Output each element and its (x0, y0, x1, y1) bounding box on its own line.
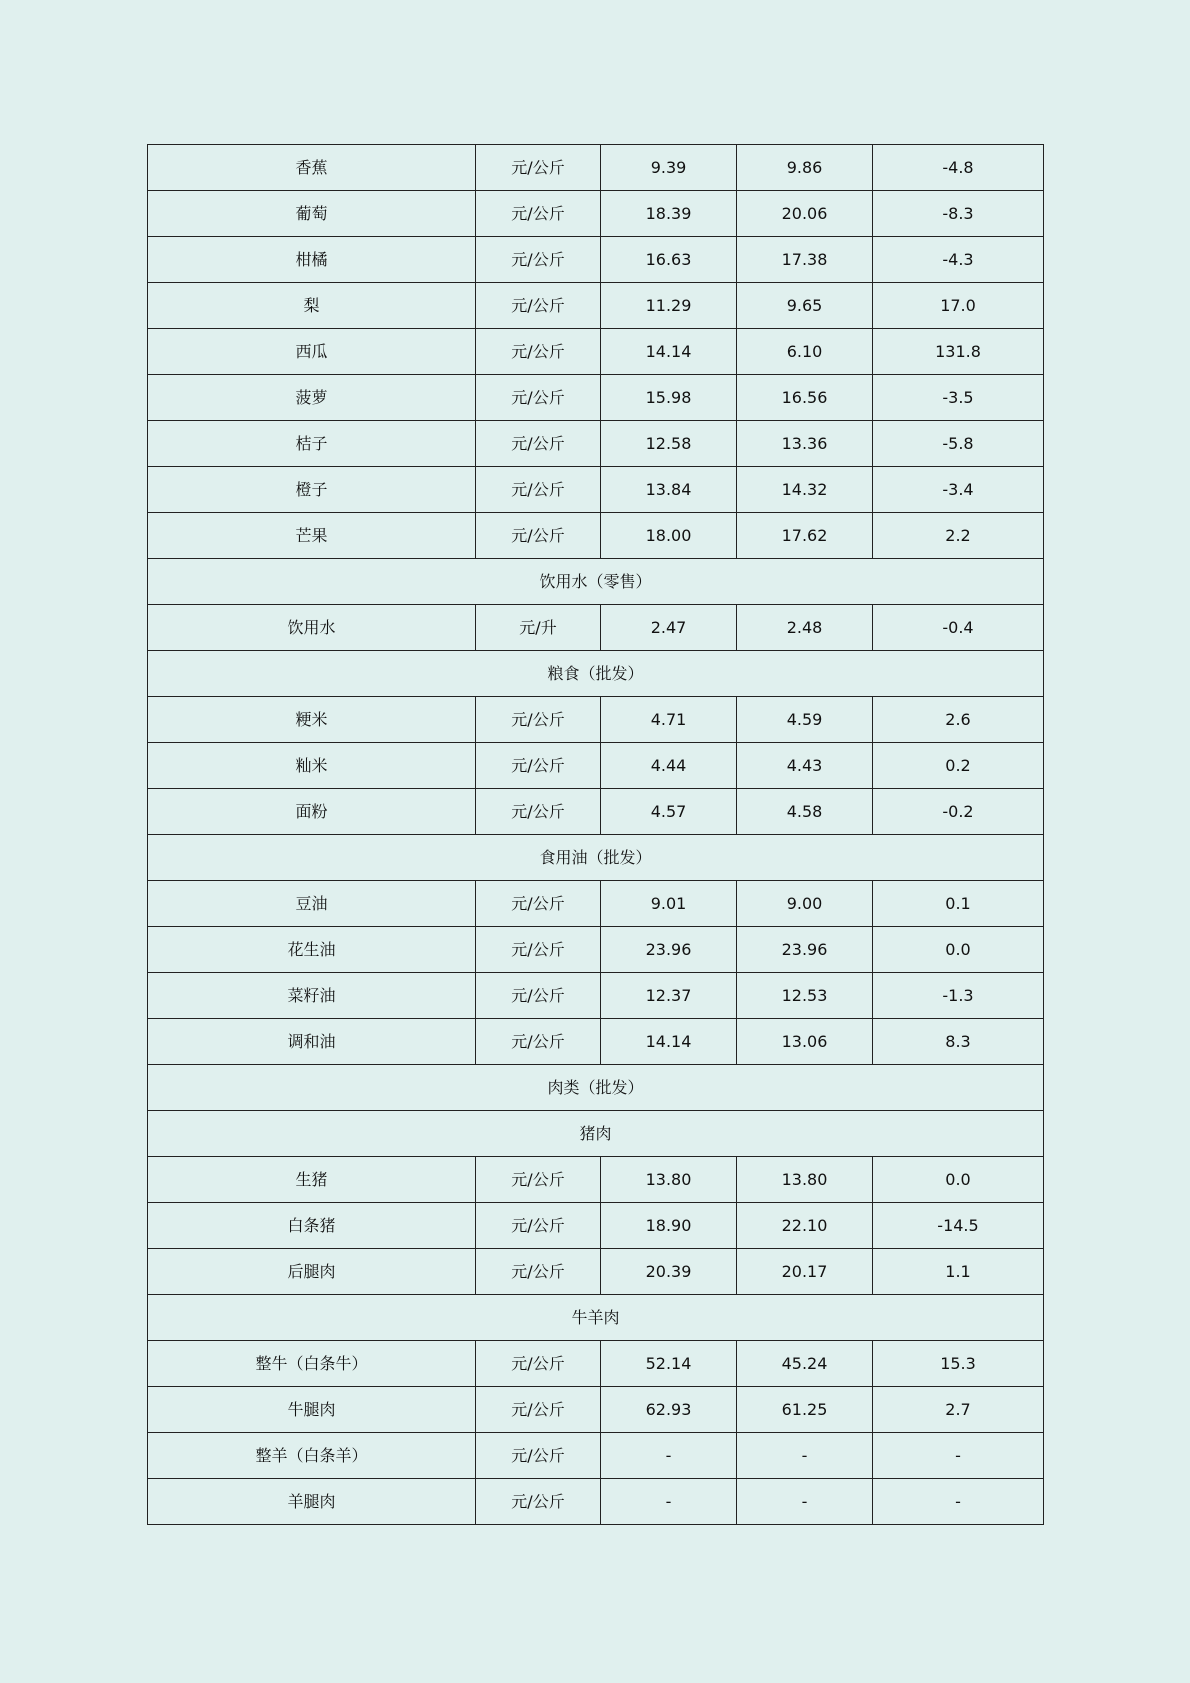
item-name-cell: 橙子 (148, 467, 476, 513)
table-body (148, 145, 1044, 1525)
item-name-cell: 菜籽油 (148, 973, 476, 1019)
section-row (148, 559, 1044, 605)
previous-price-cell: 20.17 (737, 1249, 873, 1295)
item-name-cell: 葡萄 (148, 191, 476, 237)
current-price-cell: 12.58 (601, 421, 737, 467)
previous-price-cell: 16.56 (737, 375, 873, 421)
item-name-cell: 柑橘 (148, 237, 476, 283)
previous-price-cell: 9.86 (737, 145, 873, 191)
previous-price-cell: 61.25 (737, 1387, 873, 1433)
table-row (148, 789, 1044, 835)
change-percent-cell: 0.0 (873, 1157, 1044, 1203)
unit-cell: 元/公斤 (476, 1203, 601, 1249)
item-name-cell: 羊腿肉 (148, 1479, 476, 1525)
change-percent-cell: 0.2 (873, 743, 1044, 789)
current-price-cell: 13.84 (601, 467, 737, 513)
table-row (148, 283, 1044, 329)
current-price-cell: 4.57 (601, 789, 737, 835)
unit-cell: 元/公斤 (476, 283, 601, 329)
table-row (148, 1387, 1044, 1433)
unit-cell: 元/公斤 (476, 973, 601, 1019)
section-row (148, 651, 1044, 697)
change-percent-cell: -0.4 (873, 605, 1044, 651)
unit-cell: 元/公斤 (476, 881, 601, 927)
table-row (148, 145, 1044, 191)
table-row (148, 1157, 1044, 1203)
item-name-cell: 整羊（白条羊） (148, 1433, 476, 1479)
item-name-cell: 牛腿肉 (148, 1387, 476, 1433)
section-label: 肉类（批发） (148, 1065, 1044, 1111)
previous-price-cell: 14.32 (737, 467, 873, 513)
current-price-cell: 4.44 (601, 743, 737, 789)
table-row (148, 881, 1044, 927)
table-row (148, 743, 1044, 789)
section-label: 饮用水（零售） (148, 559, 1044, 605)
current-price-cell: 16.63 (601, 237, 737, 283)
previous-price-cell: 2.48 (737, 605, 873, 651)
current-price-cell: 4.71 (601, 697, 737, 743)
change-percent-cell: -14.5 (873, 1203, 1044, 1249)
current-price-cell: 62.93 (601, 1387, 737, 1433)
unit-cell: 元/公斤 (476, 421, 601, 467)
current-price-cell: 11.29 (601, 283, 737, 329)
previous-price-cell: 4.58 (737, 789, 873, 835)
previous-price-cell: 9.65 (737, 283, 873, 329)
table-row (148, 467, 1044, 513)
unit-cell: 元/公斤 (476, 697, 601, 743)
table-row (148, 1203, 1044, 1249)
table-row (148, 191, 1044, 237)
section-label: 粮食（批发） (148, 651, 1044, 697)
change-percent-cell: -0.2 (873, 789, 1044, 835)
item-name-cell: 菠萝 (148, 375, 476, 421)
change-percent-cell: 8.3 (873, 1019, 1044, 1065)
previous-price-cell: 13.06 (737, 1019, 873, 1065)
table-row (148, 1341, 1044, 1387)
change-percent-cell: 131.8 (873, 329, 1044, 375)
change-percent-cell: 1.1 (873, 1249, 1044, 1295)
unit-cell: 元/公斤 (476, 1479, 601, 1525)
item-name-cell: 调和油 (148, 1019, 476, 1065)
section-label: 食用油（批发） (148, 835, 1044, 881)
table-row (148, 605, 1044, 651)
current-price-cell: 14.14 (601, 1019, 737, 1065)
section-row (148, 1295, 1044, 1341)
change-percent-cell: 2.7 (873, 1387, 1044, 1433)
table-row (148, 1479, 1044, 1525)
current-price-cell: 15.98 (601, 375, 737, 421)
change-percent-cell: -8.3 (873, 191, 1044, 237)
previous-price-cell: 20.06 (737, 191, 873, 237)
table-row (148, 329, 1044, 375)
table-row (148, 1433, 1044, 1479)
item-name-cell: 后腿肉 (148, 1249, 476, 1295)
change-percent-cell: -1.3 (873, 973, 1044, 1019)
section-label: 牛羊肉 (148, 1295, 1044, 1341)
unit-cell: 元/公斤 (476, 1019, 601, 1065)
unit-cell: 元/公斤 (476, 1157, 601, 1203)
table-row (148, 421, 1044, 467)
change-percent-cell: -5.8 (873, 421, 1044, 467)
current-price-cell: - (601, 1433, 737, 1479)
table-row (148, 237, 1044, 283)
previous-price-cell: 4.59 (737, 697, 873, 743)
section-row (148, 1065, 1044, 1111)
current-price-cell: 12.37 (601, 973, 737, 1019)
previous-price-cell: 23.96 (737, 927, 873, 973)
change-percent-cell: 2.6 (873, 697, 1044, 743)
unit-cell: 元/公斤 (476, 145, 601, 191)
previous-price-cell: 45.24 (737, 1341, 873, 1387)
item-name-cell: 桔子 (148, 421, 476, 467)
change-percent-cell: - (873, 1479, 1044, 1525)
unit-cell: 元/公斤 (476, 927, 601, 973)
change-percent-cell: -3.5 (873, 375, 1044, 421)
previous-price-cell: 17.62 (737, 513, 873, 559)
current-price-cell: 52.14 (601, 1341, 737, 1387)
section-label: 猪肉 (148, 1111, 1044, 1157)
item-name-cell: 面粉 (148, 789, 476, 835)
current-price-cell: 18.00 (601, 513, 737, 559)
previous-price-cell: 13.36 (737, 421, 873, 467)
item-name-cell: 粳米 (148, 697, 476, 743)
previous-price-cell: 22.10 (737, 1203, 873, 1249)
unit-cell: 元/公斤 (476, 467, 601, 513)
current-price-cell: 18.90 (601, 1203, 737, 1249)
table-row (148, 973, 1044, 1019)
section-row (148, 1111, 1044, 1157)
previous-price-cell: 6.10 (737, 329, 873, 375)
previous-price-cell: 4.43 (737, 743, 873, 789)
current-price-cell: 2.47 (601, 605, 737, 651)
unit-cell: 元/公斤 (476, 1387, 601, 1433)
item-name-cell: 芒果 (148, 513, 476, 559)
previous-price-cell: 17.38 (737, 237, 873, 283)
current-price-cell: 14.14 (601, 329, 737, 375)
item-name-cell: 白条猪 (148, 1203, 476, 1249)
change-percent-cell: 0.0 (873, 927, 1044, 973)
unit-cell: 元/公斤 (476, 743, 601, 789)
previous-price-cell: 12.53 (737, 973, 873, 1019)
change-percent-cell: -3.4 (873, 467, 1044, 513)
item-name-cell: 花生油 (148, 927, 476, 973)
unit-cell: 元/升 (476, 605, 601, 651)
previous-price-cell: - (737, 1479, 873, 1525)
unit-cell: 元/公斤 (476, 191, 601, 237)
item-name-cell: 生猪 (148, 1157, 476, 1203)
current-price-cell: 13.80 (601, 1157, 737, 1203)
table-row (148, 375, 1044, 421)
change-percent-cell: - (873, 1433, 1044, 1479)
item-name-cell: 籼米 (148, 743, 476, 789)
previous-price-cell: - (737, 1433, 873, 1479)
unit-cell: 元/公斤 (476, 1341, 601, 1387)
previous-price-cell: 9.00 (737, 881, 873, 927)
item-name-cell: 梨 (148, 283, 476, 329)
change-percent-cell: -4.8 (873, 145, 1044, 191)
unit-cell: 元/公斤 (476, 789, 601, 835)
table-row (148, 697, 1044, 743)
unit-cell: 元/公斤 (476, 1433, 601, 1479)
price-table (147, 144, 1044, 1525)
unit-cell: 元/公斤 (476, 237, 601, 283)
current-price-cell: 9.39 (601, 145, 737, 191)
current-price-cell: 18.39 (601, 191, 737, 237)
item-name-cell: 整牛（白条牛） (148, 1341, 476, 1387)
unit-cell: 元/公斤 (476, 375, 601, 421)
table-row (148, 927, 1044, 973)
current-price-cell: 23.96 (601, 927, 737, 973)
change-percent-cell: -4.3 (873, 237, 1044, 283)
table-row (148, 513, 1044, 559)
unit-cell: 元/公斤 (476, 513, 601, 559)
change-percent-cell: 15.3 (873, 1341, 1044, 1387)
item-name-cell: 饮用水 (148, 605, 476, 651)
change-percent-cell: 2.2 (873, 513, 1044, 559)
table-row (148, 1249, 1044, 1295)
change-percent-cell: 0.1 (873, 881, 1044, 927)
change-percent-cell: 17.0 (873, 283, 1044, 329)
current-price-cell: - (601, 1479, 737, 1525)
section-row (148, 835, 1044, 881)
unit-cell: 元/公斤 (476, 329, 601, 375)
previous-price-cell: 13.80 (737, 1157, 873, 1203)
item-name-cell: 西瓜 (148, 329, 476, 375)
current-price-cell: 9.01 (601, 881, 737, 927)
item-name-cell: 香蕉 (148, 145, 476, 191)
unit-cell: 元/公斤 (476, 1249, 601, 1295)
current-price-cell: 20.39 (601, 1249, 737, 1295)
item-name-cell: 豆油 (148, 881, 476, 927)
table-row (148, 1019, 1044, 1065)
